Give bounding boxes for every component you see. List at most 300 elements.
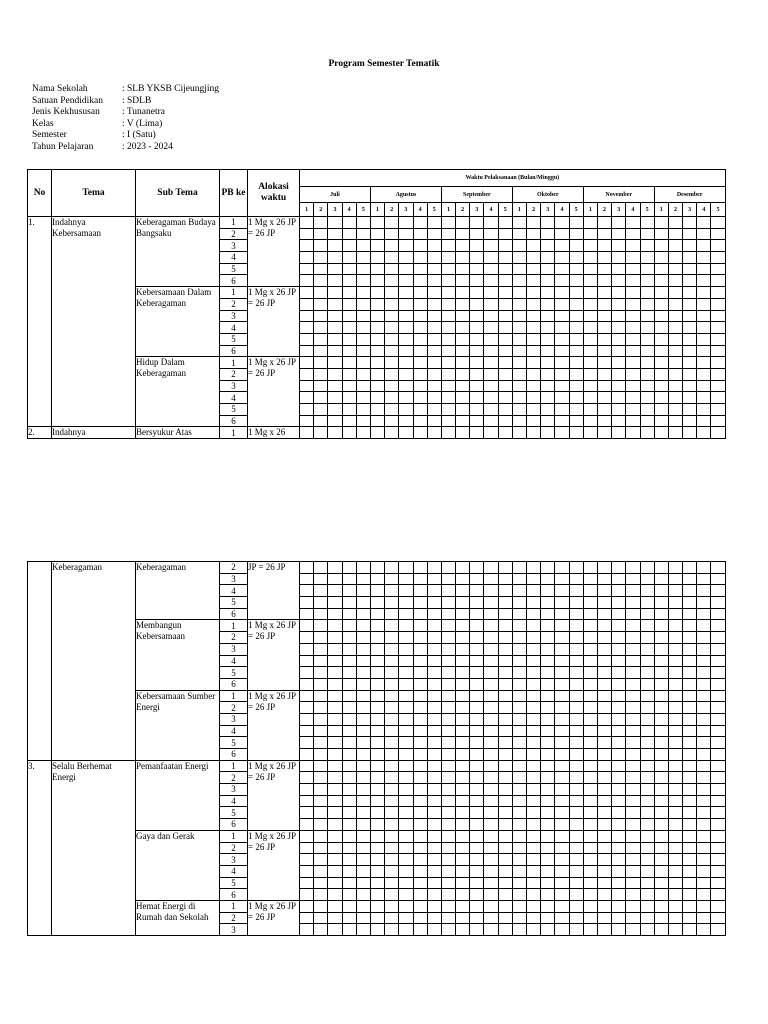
week-cell	[300, 643, 314, 655]
week-cell	[470, 912, 484, 924]
week-cell	[300, 357, 314, 369]
week-cell	[668, 608, 682, 620]
week-cell	[711, 842, 725, 854]
week-cell	[711, 333, 725, 345]
week-cell	[711, 690, 725, 702]
week-cell	[668, 924, 682, 936]
week-cell	[626, 713, 640, 725]
week-cell	[385, 854, 399, 866]
week-cell	[356, 702, 370, 714]
week-cell	[626, 877, 640, 889]
week-cell	[569, 854, 583, 866]
week-cell	[370, 322, 384, 334]
cell-subtema: Keberagaman Budaya Bangsaku	[136, 217, 220, 287]
week-cell	[626, 854, 640, 866]
week-cell	[498, 597, 512, 609]
header-tema: Tema	[52, 170, 136, 217]
week-cell	[527, 807, 541, 819]
week-cell	[356, 854, 370, 866]
week-cell	[555, 573, 569, 585]
week-cell	[597, 725, 611, 737]
week-cell	[569, 655, 583, 667]
week-cell	[555, 912, 569, 924]
week-cell	[569, 912, 583, 924]
week-cell	[640, 655, 654, 667]
week-cell	[470, 252, 484, 264]
week-cell	[512, 842, 526, 854]
week-cell	[441, 573, 455, 585]
cell-alokasi: 1 Mg x 26 JP = 26 JP	[248, 760, 300, 830]
week-cell	[697, 415, 711, 427]
week-cell	[697, 889, 711, 901]
week-cell	[441, 912, 455, 924]
week-cell	[569, 392, 583, 404]
week-number: 5	[356, 203, 370, 217]
week-cell	[668, 392, 682, 404]
week-cell	[385, 357, 399, 369]
week-cell	[342, 924, 356, 936]
week-cell	[711, 322, 725, 334]
cell-pb: 1	[220, 620, 248, 632]
week-cell	[427, 298, 441, 310]
week-cell	[697, 392, 711, 404]
week-cell	[541, 345, 555, 357]
week-cell	[427, 667, 441, 679]
week-cell	[427, 877, 441, 889]
week-cell	[370, 772, 384, 784]
week-cell	[427, 725, 441, 737]
week-cell	[356, 725, 370, 737]
week-cell	[413, 585, 427, 597]
week-cell	[683, 404, 697, 416]
week-cell	[654, 713, 668, 725]
cell-pb: 4	[220, 865, 248, 877]
week-cell	[569, 275, 583, 287]
week-cell	[711, 287, 725, 299]
week-cell	[427, 275, 441, 287]
week-cell	[328, 655, 342, 667]
week-cell	[399, 310, 413, 322]
week-cell	[597, 749, 611, 761]
header-no: No	[28, 170, 52, 217]
week-cell	[484, 368, 498, 380]
week-cell	[427, 854, 441, 866]
week-cell	[370, 240, 384, 252]
week-cell	[385, 900, 399, 912]
week-cell	[612, 597, 626, 609]
week-cell	[370, 404, 384, 416]
week-cell	[683, 760, 697, 772]
week-cell	[711, 298, 725, 310]
week-cell	[356, 597, 370, 609]
week-number: 3	[683, 203, 697, 217]
info-row	[32, 96, 219, 108]
week-cell	[683, 620, 697, 632]
week-cell	[668, 900, 682, 912]
week-cell	[399, 368, 413, 380]
week-cell	[512, 702, 526, 714]
week-cell	[470, 585, 484, 597]
week-cell	[626, 427, 640, 439]
week-cell	[342, 643, 356, 655]
week-cell	[441, 702, 455, 714]
week-cell	[427, 415, 441, 427]
week-cell	[470, 240, 484, 252]
week-cell	[413, 333, 427, 345]
cell-no	[28, 562, 52, 761]
info-value: : SDLB	[122, 95, 152, 106]
week-cell	[356, 252, 370, 264]
week-cell	[342, 585, 356, 597]
week-cell	[640, 252, 654, 264]
week-cell	[456, 702, 470, 714]
week-cell	[697, 784, 711, 796]
week-cell	[328, 690, 342, 702]
cell-pb: 2	[220, 562, 248, 574]
week-cell	[300, 345, 314, 357]
week-cell	[654, 287, 668, 299]
week-cell	[413, 807, 427, 819]
week-cell	[441, 643, 455, 655]
week-cell	[555, 702, 569, 714]
week-cell	[498, 749, 512, 761]
week-cell	[697, 655, 711, 667]
week-cell	[626, 380, 640, 392]
week-cell	[697, 632, 711, 644]
week-cell	[626, 784, 640, 796]
week-cell	[569, 287, 583, 299]
week-cell	[597, 702, 611, 714]
week-cell	[668, 240, 682, 252]
week-cell	[470, 877, 484, 889]
week-cell	[654, 322, 668, 334]
week-cell	[314, 585, 328, 597]
week-cell	[612, 725, 626, 737]
week-cell	[456, 900, 470, 912]
week-cell	[399, 585, 413, 597]
week-cell	[342, 252, 356, 264]
week-cell	[484, 807, 498, 819]
week-cell	[441, 597, 455, 609]
cell-subtema: Hidup Dalam Keberagaman	[136, 357, 220, 427]
week-cell	[626, 392, 640, 404]
week-cell	[441, 228, 455, 240]
week-cell	[342, 404, 356, 416]
week-cell	[456, 725, 470, 737]
week-cell	[385, 632, 399, 644]
week-cell	[385, 760, 399, 772]
week-cell	[555, 784, 569, 796]
week-cell	[683, 842, 697, 854]
week-cell	[300, 597, 314, 609]
week-cell	[626, 597, 640, 609]
cell-subtema: Gaya dan Gerak	[136, 830, 220, 900]
week-cell	[413, 772, 427, 784]
week-cell	[711, 924, 725, 936]
week-cell	[370, 368, 384, 380]
week-cell	[626, 725, 640, 737]
week-cell	[470, 678, 484, 690]
week-cell	[314, 760, 328, 772]
week-cell	[300, 912, 314, 924]
week-cell	[527, 252, 541, 264]
week-cell	[470, 725, 484, 737]
week-cell	[527, 608, 541, 620]
week-cell	[654, 217, 668, 229]
week-cell	[527, 749, 541, 761]
cell-pb: 6	[220, 678, 248, 690]
week-cell	[555, 597, 569, 609]
week-cell	[498, 620, 512, 632]
week-cell	[668, 737, 682, 749]
week-cell	[697, 275, 711, 287]
week-cell	[470, 392, 484, 404]
week-cell	[356, 415, 370, 427]
week-cell	[668, 713, 682, 725]
week-cell	[456, 357, 470, 369]
week-cell	[683, 667, 697, 679]
week-cell	[654, 725, 668, 737]
week-cell	[413, 632, 427, 644]
week-cell	[583, 643, 597, 655]
week-cell	[555, 807, 569, 819]
week-cell	[413, 275, 427, 287]
week-cell	[626, 737, 640, 749]
week-cell	[612, 310, 626, 322]
week-cell	[697, 912, 711, 924]
week-cell	[370, 655, 384, 667]
week-cell	[668, 357, 682, 369]
week-cell	[512, 404, 526, 416]
week-cell	[583, 608, 597, 620]
week-cell	[711, 667, 725, 679]
week-cell	[541, 380, 555, 392]
week-cell	[654, 310, 668, 322]
week-cell	[385, 287, 399, 299]
cell-pb: 6	[220, 749, 248, 761]
week-cell	[456, 287, 470, 299]
week-cell	[597, 807, 611, 819]
week-cell	[527, 322, 541, 334]
week-cell	[498, 240, 512, 252]
week-cell	[654, 667, 668, 679]
week-cell	[441, 217, 455, 229]
week-cell	[711, 562, 725, 574]
week-cell	[654, 772, 668, 784]
week-cell	[697, 380, 711, 392]
week-cell	[612, 784, 626, 796]
week-cell	[370, 900, 384, 912]
week-cell	[640, 865, 654, 877]
week-cell	[484, 737, 498, 749]
week-cell	[711, 713, 725, 725]
week-cell	[385, 819, 399, 831]
week-cell	[697, 760, 711, 772]
week-cell	[683, 228, 697, 240]
week-cell	[498, 702, 512, 714]
week-cell	[527, 643, 541, 655]
week-cell	[527, 690, 541, 702]
cell-tema: Keberagaman	[52, 562, 136, 761]
cell-pb: 3	[220, 310, 248, 322]
week-cell	[342, 620, 356, 632]
week-cell	[541, 678, 555, 690]
week-cell	[626, 900, 640, 912]
week-cell	[427, 252, 441, 264]
week-cell	[512, 562, 526, 574]
week-cell	[456, 608, 470, 620]
week-cell	[697, 865, 711, 877]
week-cell	[612, 298, 626, 310]
cell-pb: 1	[220, 217, 248, 229]
week-cell	[527, 263, 541, 275]
week-cell	[527, 427, 541, 439]
week-cell	[385, 865, 399, 877]
week-cell	[356, 900, 370, 912]
week-cell	[328, 784, 342, 796]
week-cell	[385, 678, 399, 690]
info-value: : V (Lima)	[122, 118, 163, 129]
week-cell	[597, 298, 611, 310]
week-cell	[697, 357, 711, 369]
week-cell	[413, 217, 427, 229]
week-cell	[668, 562, 682, 574]
week-cell	[413, 655, 427, 667]
week-cell	[314, 713, 328, 725]
week-cell	[668, 620, 682, 632]
week-cell	[328, 737, 342, 749]
cell-pb: 6	[220, 889, 248, 901]
week-cell	[711, 877, 725, 889]
week-cell	[583, 298, 597, 310]
week-cell	[385, 597, 399, 609]
week-cell	[597, 900, 611, 912]
week-cell	[456, 240, 470, 252]
week-cell	[640, 404, 654, 416]
week-cell	[512, 298, 526, 310]
cell-no: 1.	[28, 217, 52, 427]
week-cell	[328, 333, 342, 345]
week-cell	[399, 252, 413, 264]
week-cell	[370, 854, 384, 866]
week-cell	[370, 287, 384, 299]
week-cell	[399, 655, 413, 667]
week-cell	[541, 655, 555, 667]
week-cell	[569, 573, 583, 585]
week-cell	[399, 667, 413, 679]
week-cell	[413, 749, 427, 761]
week-cell	[711, 415, 725, 427]
week-cell	[569, 924, 583, 936]
week-cell	[356, 690, 370, 702]
week-cell	[470, 263, 484, 275]
cell-alokasi: 1 Mg x 26	[248, 427, 300, 439]
week-cell	[668, 725, 682, 737]
week-cell	[456, 760, 470, 772]
week-cell	[456, 252, 470, 264]
week-cell	[314, 725, 328, 737]
week-cell	[569, 333, 583, 345]
week-cell	[583, 287, 597, 299]
week-cell	[342, 749, 356, 761]
week-cell	[342, 784, 356, 796]
cell-pb: 5	[220, 404, 248, 416]
week-cell	[626, 357, 640, 369]
week-cell	[314, 702, 328, 714]
week-cell	[441, 655, 455, 667]
week-cell	[441, 380, 455, 392]
week-cell	[413, 597, 427, 609]
cell-subtema: Keberagaman	[136, 562, 220, 620]
week-cell	[711, 830, 725, 842]
week-cell	[569, 737, 583, 749]
week-cell	[399, 795, 413, 807]
week-cell	[612, 749, 626, 761]
week-cell	[342, 795, 356, 807]
week-cell	[498, 357, 512, 369]
week-cell	[456, 632, 470, 644]
week-cell	[356, 667, 370, 679]
info-label: Nama Sekolah	[32, 84, 88, 94]
week-cell	[512, 830, 526, 842]
week-cell	[356, 392, 370, 404]
week-cell	[711, 573, 725, 585]
week-cell	[569, 678, 583, 690]
week-cell	[328, 900, 342, 912]
week-cell	[527, 912, 541, 924]
week-cell	[356, 877, 370, 889]
week-cell	[668, 690, 682, 702]
week-cell	[470, 427, 484, 439]
week-cell	[413, 298, 427, 310]
week-cell	[484, 287, 498, 299]
week-cell	[512, 263, 526, 275]
week-cell	[583, 737, 597, 749]
week-cell	[711, 655, 725, 667]
week-cell	[569, 807, 583, 819]
week-cell	[385, 842, 399, 854]
week-cell	[342, 310, 356, 322]
week-cell	[370, 263, 384, 275]
cell-alokasi: 1 Mg x 26 JP = 26 JP	[248, 620, 300, 690]
week-cell	[399, 632, 413, 644]
week-cell	[541, 725, 555, 737]
week-cell	[300, 298, 314, 310]
week-cell	[314, 784, 328, 796]
week-cell	[612, 713, 626, 725]
week-cell	[399, 900, 413, 912]
week-cell	[370, 702, 384, 714]
week-cell	[385, 333, 399, 345]
week-cell	[626, 772, 640, 784]
cell-pb: 6	[220, 608, 248, 620]
week-cell	[484, 865, 498, 877]
week-cell	[427, 597, 441, 609]
week-cell	[612, 678, 626, 690]
week-cell	[356, 772, 370, 784]
week-number: 5	[711, 203, 725, 217]
week-cell	[399, 737, 413, 749]
month-header: Agustus	[370, 187, 441, 203]
week-cell	[300, 427, 314, 439]
week-cell	[640, 573, 654, 585]
week-cell	[470, 357, 484, 369]
week-cell	[626, 690, 640, 702]
week-cell	[654, 392, 668, 404]
week-cell	[385, 807, 399, 819]
table-row	[28, 562, 726, 574]
week-cell	[683, 322, 697, 334]
